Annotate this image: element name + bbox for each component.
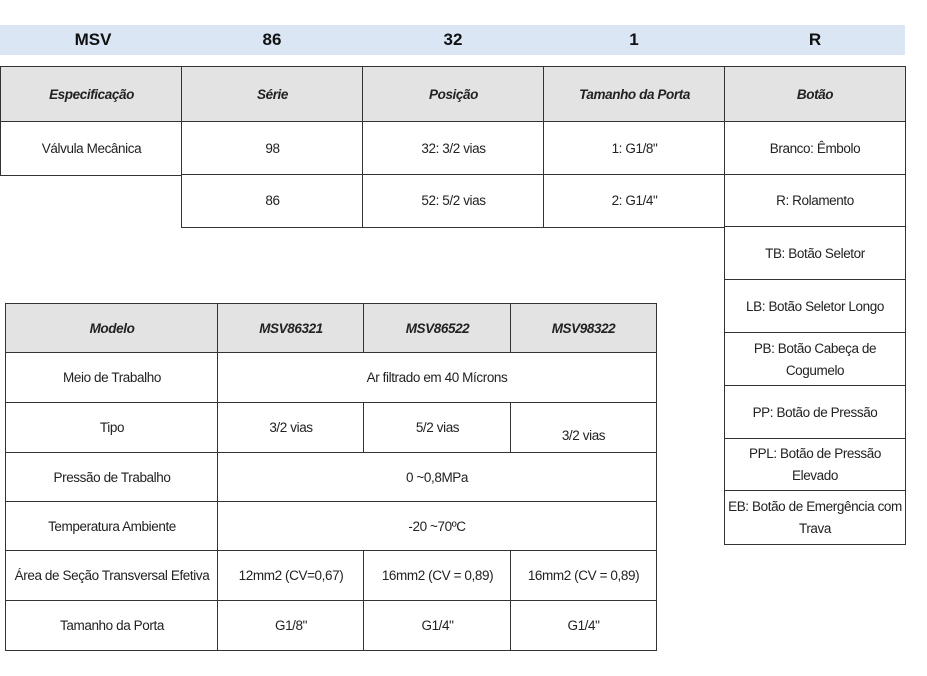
code-prefix: MSV <box>74 30 112 49</box>
header-tamanho-porta: Tamanho da Porta <box>543 66 726 123</box>
header-posicao: Posição <box>362 66 545 123</box>
header-model-3: MSV98322 <box>510 303 657 354</box>
merged-value: 0 ~0,8MPa <box>217 452 657 503</box>
header-modelo: Modelo <box>5 303 219 354</box>
header-serie: Série <box>181 66 364 123</box>
code-port-size: 1 <box>629 30 639 49</box>
row-label: Temperatura Ambiente <box>5 501 219 552</box>
cell-botao: PPL: Botão de Pressão Elevado <box>724 438 906 492</box>
code-button: R <box>808 30 822 49</box>
cell-botao: PB: Botão Cabeça de Cogumelo <box>724 332 906 387</box>
merged-value: -20 ~70ºC <box>217 501 657 552</box>
cell-botao: PP: Botão de Pressão <box>724 385 906 440</box>
cell-botao: TB: Botão Seletor <box>724 226 906 281</box>
header-especificacao: Especificação <box>0 66 183 123</box>
cell-tamanho-porta: 2: G1/4" <box>543 174 726 228</box>
cell-value: 3/2 vias <box>510 402 657 454</box>
code-series: 86 <box>262 30 282 49</box>
header-model-1: MSV86321 <box>217 303 365 354</box>
cell-value: 3/2 vias <box>217 402 365 454</box>
header-model-2: MSV86522 <box>363 303 512 354</box>
cell-value: 16mm2 (CV = 0,89) <box>363 550 512 602</box>
cell-serie: 86 <box>181 174 364 228</box>
row-label: Tipo <box>5 402 219 454</box>
cell-value: G1/4" <box>363 600 512 651</box>
cell-value: G1/4" <box>510 600 657 651</box>
cell-posicao: 52: 5/2 vias <box>362 174 545 228</box>
cell-value: 5/2 vias <box>363 402 512 454</box>
cell-botao: LB: Botão Seletor Longo <box>724 279 906 334</box>
cell-especificacao: Válvula Mecânica <box>0 121 183 176</box>
code-position: 32 <box>443 30 463 49</box>
cell-serie: 98 <box>181 121 364 176</box>
header-botao: Botão <box>724 66 906 123</box>
cell-posicao: 32: 3/2 vias <box>362 121 545 176</box>
cell-botao: R: Rolamento <box>724 174 906 228</box>
model-code-band <box>0 25 905 55</box>
row-label: Tamanho da Porta <box>5 600 219 651</box>
cell-value: 12mm2 (CV=0,67) <box>217 550 365 602</box>
row-label: Pressão de Trabalho <box>5 452 219 503</box>
row-label: Área de Seção Transversal Efetiva <box>5 550 219 602</box>
cell-botao: Branco: Êmbolo <box>724 121 906 176</box>
row-label: Meio de Trabalho <box>5 352 219 404</box>
cell-tamanho-porta: 1: G1/8" <box>543 121 726 176</box>
cell-botao: EB: Botão de Emergência com Trava <box>724 490 906 545</box>
cell-value: 16mm2 (CV = 0,89) <box>510 550 657 602</box>
cell-value: G1/8" <box>217 600 365 651</box>
merged-value: Ar filtrado em 40 Mícrons <box>217 352 657 404</box>
